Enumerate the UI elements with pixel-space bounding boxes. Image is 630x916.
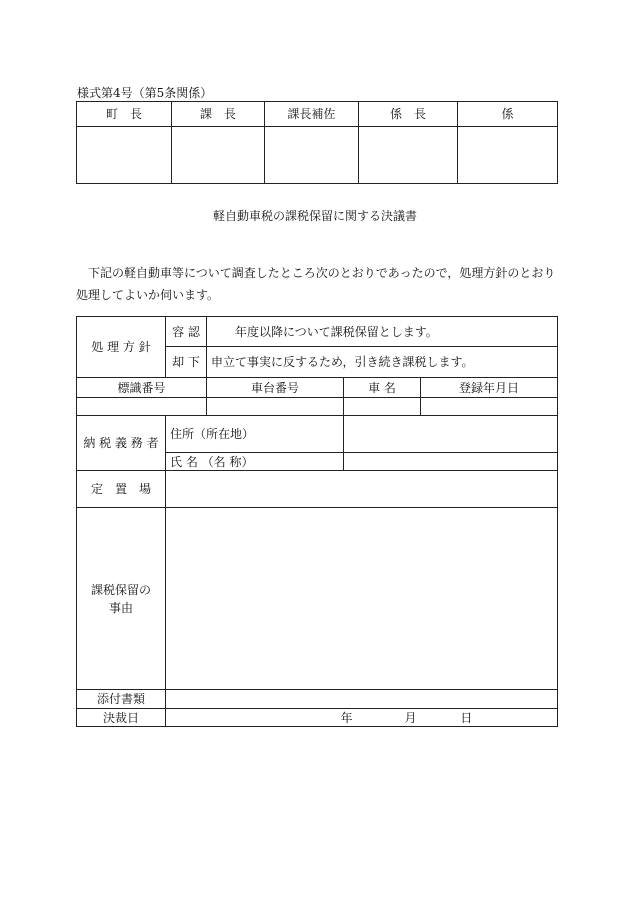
approve-label: 容 認 [166, 317, 207, 347]
name-label: 氏 名 （名 称） [170, 454, 254, 469]
approval-header-unit-chief: 係 長 [359, 102, 458, 127]
reason-label-line-1: 課税保留の [90, 582, 151, 597]
form-number: 様式第4号（第5条関係） [77, 86, 213, 100]
registration-date-field[interactable] [421, 398, 558, 416]
approval-stamp-staff[interactable] [458, 127, 558, 184]
approval-stamp-assistant-chief[interactable] [265, 127, 359, 184]
plate-number-header: 標識番号 [77, 378, 207, 398]
date-month: 月 [404, 710, 417, 725]
chassis-number-field[interactable] [207, 398, 344, 416]
name-label-cell [166, 453, 344, 471]
decision-date-label: 決裁日 [77, 709, 166, 727]
reason-field[interactable] [166, 508, 558, 690]
address-field[interactable] [344, 416, 558, 453]
approval-stamp-table [76, 101, 558, 184]
address-label: 住所（所在地） [170, 427, 255, 441]
approval-header-section-chief: 課 長 [172, 102, 265, 127]
policy-label: 処 理 方 針 [77, 317, 166, 378]
date-year: 年 [340, 710, 353, 725]
registration-date-header: 登録年月日 [421, 378, 558, 398]
resolution-table [76, 316, 558, 727]
decision-date-field[interactable] [166, 709, 558, 727]
name-field[interactable] [344, 453, 558, 471]
reason-label-line-2: 事由 [108, 600, 133, 615]
taxpayer-label: 納 税 義 務 者 [77, 416, 166, 471]
approval-header-assistant-chief: 課長補佐 [265, 102, 359, 127]
vehicle-name-field[interactable] [344, 398, 421, 416]
attachments-field[interactable] [166, 690, 558, 709]
vehicle-name-header: 車 名 [344, 378, 421, 398]
intro-paragraph: 下記の軽自動車等について調査したところ次のとおりであったので，処理方針のとおり処理してよいか伺います。 [76, 266, 556, 302]
approval-stamp-section-chief[interactable] [172, 127, 265, 184]
reject-label: 却 下 [166, 347, 207, 378]
approve-option[interactable]: 年度以降について課税保留とします。 [207, 317, 558, 347]
reject-option[interactable]: 申立て事実に反するため，引き続き課税します。 [207, 347, 558, 378]
plate-number-field[interactable] [77, 398, 207, 416]
approval-stamp-mayor[interactable] [77, 127, 172, 184]
storage-field[interactable] [166, 471, 558, 508]
approval-header-staff: 係 [458, 102, 558, 127]
reason-label [77, 508, 166, 690]
approval-header-mayor: 町 長 [77, 102, 172, 127]
chassis-number-header: 車台番号 [207, 378, 344, 398]
attachments-label: 添付書類 [77, 690, 166, 709]
approval-stamp-unit-chief[interactable] [359, 127, 458, 184]
date-day: 日 [460, 710, 473, 725]
address-label-cell [166, 416, 344, 453]
storage-label: 定 置 場 [77, 471, 166, 508]
document-title: 軽自動車税の課税保留に関する決議書 [212, 209, 417, 223]
